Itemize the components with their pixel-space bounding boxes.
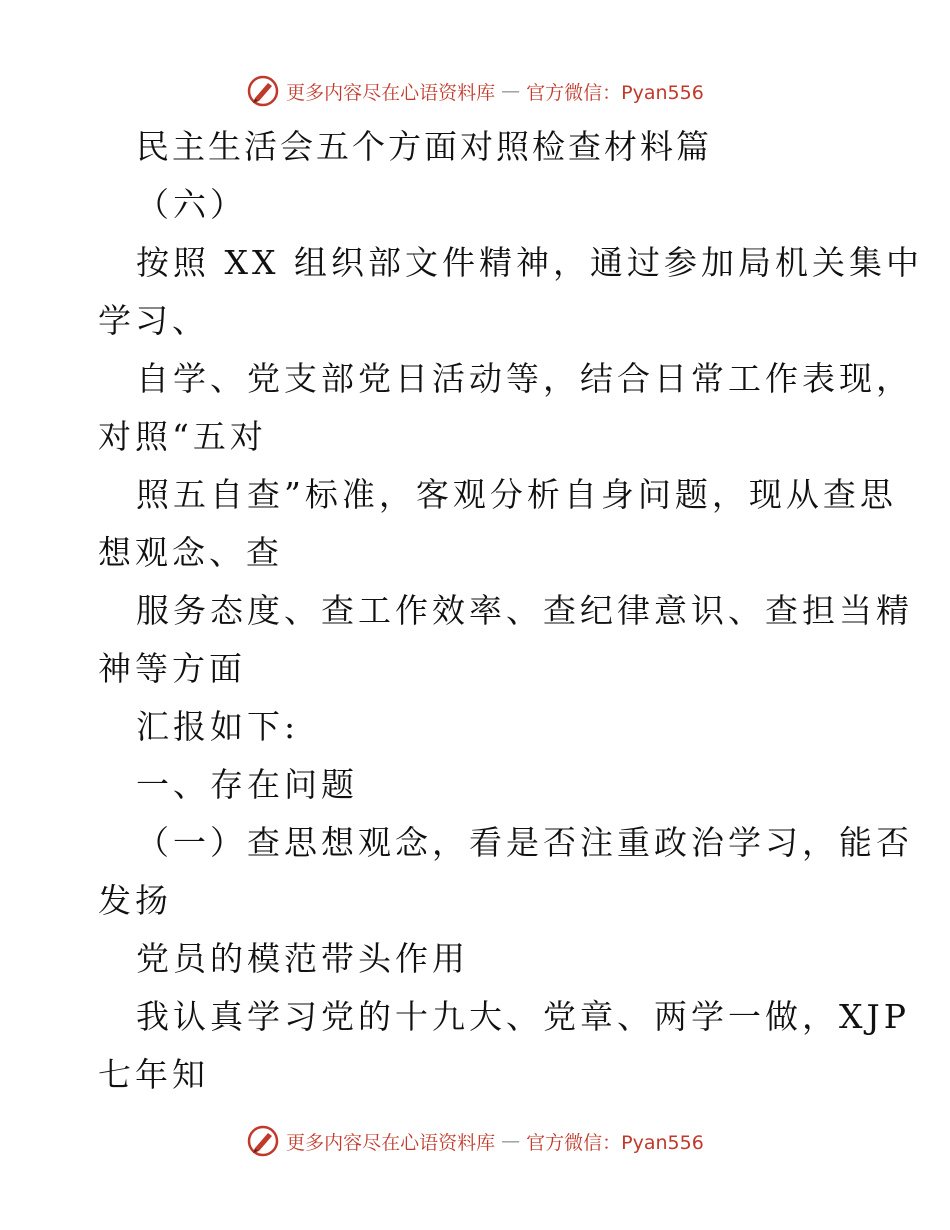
paragraph-line: 自学、党支部党日活动等，结合日常工作表现，: [136, 359, 913, 398]
subsection-heading-continued: 党员的模范带头作用: [136, 939, 469, 978]
footer-watermark: [0, 1124, 950, 1158]
paragraph-line: 按照 XX 组织部文件精神，通过参加局机关集中: [136, 243, 923, 282]
subsection-heading: （一）查思想观念，看是否注重政治学习，能否: [136, 823, 913, 862]
document-subtitle: （六）: [136, 185, 247, 224]
document-title: 民主生活会五个方面对照检查材料篇: [136, 127, 712, 166]
document-body: [98, 118, 923, 1104]
watermark-contact-text: 官方微信：Pyan556: [526, 1131, 704, 1154]
paragraph-line: 对照“五对: [98, 417, 267, 456]
paragraph-line: 服务态度、查工作效率、查纪律意识、查担当精: [136, 591, 913, 630]
paragraph-line: 七年知: [98, 1055, 209, 1094]
subsection-heading-continued: 发扬: [98, 881, 172, 920]
watermark-separator: —: [501, 1130, 521, 1152]
paragraph-line: 神等方面: [98, 649, 246, 688]
watermark-main-text: 更多内容尽在心语资料库: [286, 1131, 496, 1154]
watermark-separator: —: [501, 80, 521, 102]
paragraph-line: 学习、: [98, 301, 209, 340]
pen-logo-icon: [246, 1124, 280, 1158]
header-watermark: [0, 74, 950, 108]
paragraph-line: 我认真学习党的十九大、党章、两学一做，XJP: [136, 997, 910, 1036]
watermark-contact-text: 官方微信：Pyan556: [526, 81, 704, 104]
paragraph-line: 想观念、查: [98, 533, 283, 572]
watermark-main-text: 更多内容尽在心语资料库: [286, 81, 496, 104]
paragraph-line: 照五自查”标准，客观分析自身问题，现从查思: [136, 475, 897, 514]
section-heading: 一、存在问题: [136, 765, 358, 804]
pen-logo-icon: [246, 74, 280, 108]
paragraph-line: 汇报如下:: [136, 707, 300, 746]
